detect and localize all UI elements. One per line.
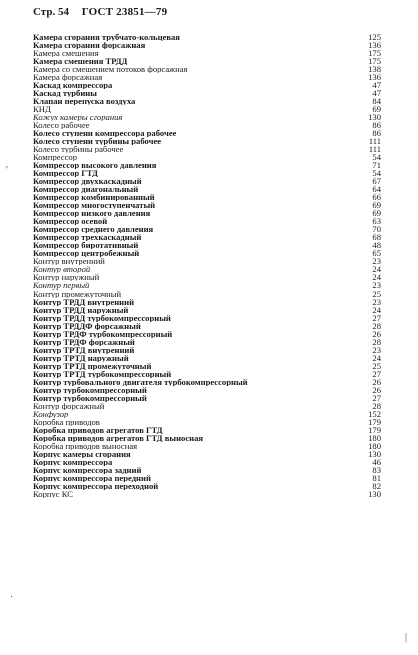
index-entry — [33, 314, 381, 322]
index-entry — [33, 201, 381, 209]
index-entry — [33, 322, 381, 330]
entry-page-number: 125 — [368, 32, 381, 42]
entry-page-number: 48 — [372, 240, 381, 251]
entry-term: Контур ТРТД турбокомпрессорный — [33, 369, 172, 378]
entry-term: Компрессор — [33, 153, 78, 162]
index-entry — [33, 402, 381, 410]
index-entry — [33, 241, 381, 249]
index-entry — [33, 482, 381, 490]
index-entry — [33, 418, 381, 426]
index-entry — [33, 145, 381, 153]
index-entry — [33, 386, 381, 394]
entry-page-number: 69 — [372, 104, 381, 115]
index-entry — [33, 458, 381, 466]
index-entry — [33, 434, 381, 442]
entry-term: Корпус компрессора — [33, 457, 113, 466]
entry-page-number: 26 — [372, 328, 381, 339]
entry-page-number: 23 — [372, 344, 381, 355]
entry-page-number: 71 — [372, 160, 381, 171]
page-header — [33, 6, 167, 18]
entry-page-number: 84 — [372, 96, 381, 107]
entry-term: Коробка приводов агрегатов ГТД выносная — [33, 433, 204, 442]
entry-page-number: 64 — [372, 184, 381, 195]
entry-term: Корпус компрессора задний — [33, 465, 142, 474]
entry-page-number: 83 — [372, 464, 381, 475]
index-entry — [33, 273, 381, 281]
index-entry — [33, 466, 381, 474]
entry-page-number: 23 — [372, 296, 381, 307]
entry-page-number: 152 — [368, 408, 381, 419]
entry-term: Контур первый — [33, 281, 90, 290]
index-entry — [33, 354, 381, 362]
index-entry — [33, 105, 381, 113]
entry-term: Контур ТРДДФ форсажный — [33, 321, 141, 330]
entry-page-number: 136 — [368, 72, 381, 83]
entry-term: Компрессор центробежный — [33, 249, 140, 258]
entry-page-number: 130 — [368, 488, 381, 499]
index-entry — [33, 378, 381, 386]
entry-page-number: 179 — [368, 424, 381, 435]
entry-page-number: 175 — [368, 56, 381, 67]
index-entry — [33, 225, 381, 233]
index-entry — [33, 161, 381, 169]
index-entry — [33, 298, 381, 306]
entry-page-number: 175 — [368, 48, 381, 59]
index-entry — [33, 65, 381, 73]
entry-term: Контур ТРДФ турбокомпрессорный — [33, 329, 173, 338]
entry-term: Компрессор трехкаскадный — [33, 233, 142, 242]
gost-designation: ГОСТ 23851—79 — [81, 6, 168, 18]
entry-term: Камера со смешением потоков форсажная — [33, 65, 188, 74]
entry-term: Корпус камеры сгорания — [33, 449, 131, 458]
entry-term: Контур внутренний — [33, 257, 105, 266]
entry-page-number: 24 — [372, 352, 381, 363]
index-entry — [33, 370, 381, 378]
index-entry — [33, 41, 381, 49]
entry-term: Колесо ступени компрессора рабочее — [33, 129, 177, 138]
index-entry — [33, 490, 381, 498]
index-entry — [33, 330, 381, 338]
entry-term: Компрессор высокого давления — [33, 161, 157, 170]
entry-term: Корпус КС — [33, 489, 74, 498]
entry-page-number: 86 — [372, 128, 381, 139]
entry-term: Контур промежуточный — [33, 289, 122, 298]
entry-page-number: 26 — [372, 376, 381, 387]
entry-term: Компрессор многоступенчатый — [33, 201, 156, 210]
index-entry — [33, 209, 381, 217]
entry-term: Колесо рабочее — [33, 121, 90, 130]
index-entry — [33, 410, 381, 418]
entry-page-number: 82 — [372, 480, 381, 491]
index-entry — [33, 249, 381, 257]
entry-page-number: 111 — [368, 144, 381, 155]
entry-term: Корпус компрессора передний — [33, 473, 151, 482]
entry-term: КНД — [33, 105, 51, 114]
entry-term: Контур ТРТД промежуточный — [33, 361, 152, 370]
index-entry — [33, 57, 381, 65]
entry-page-number: 27 — [372, 312, 381, 323]
entry-term: Коробка приводов агрегатов ГТД — [33, 425, 163, 434]
index-entry — [33, 426, 381, 434]
entry-page-number: 23 — [372, 280, 381, 291]
entry-term: Компрессор биротативный — [33, 241, 139, 250]
entry-term: Компрессор низкого давления — [33, 209, 151, 218]
entry-page-number: 54 — [372, 152, 381, 163]
index-entry — [33, 394, 381, 402]
index-entry — [33, 169, 381, 177]
entry-term: Компрессор ГТД — [33, 169, 98, 178]
entry-page-number: 65 — [372, 248, 381, 259]
entry-term: Колесо ступени турбины рабочее — [33, 137, 162, 146]
index-entry — [33, 233, 381, 241]
entry-term: Контур форсажный — [33, 401, 105, 410]
index-entry — [33, 137, 381, 145]
entry-term: Контур турбокомпрессорный — [33, 393, 147, 402]
entry-term: Камера форсажная — [33, 73, 103, 82]
index-entry — [33, 49, 381, 57]
entry-term: Контур турбокомпрессорный — [33, 385, 147, 394]
entry-term: Каскад компрессора — [33, 81, 113, 90]
entry-page-number: 66 — [372, 192, 381, 203]
entry-term: Клапан перепуска воздуха — [33, 97, 136, 106]
scan-mark: · — [10, 592, 14, 603]
index-entry — [33, 177, 381, 185]
page-number: Стр. 54 — [33, 6, 69, 18]
entry-term: Контур ТРТД внутренний — [33, 345, 135, 354]
entry-page-number: 46 — [372, 456, 381, 467]
entry-term: Каскад турбины — [33, 89, 97, 98]
entry-page-number: 70 — [372, 224, 381, 235]
entry-page-number: 26 — [372, 384, 381, 395]
entry-page-number: 25 — [372, 360, 381, 371]
index-entry — [33, 217, 381, 225]
entry-page-number: 68 — [372, 232, 381, 243]
entry-page-number: 24 — [372, 264, 381, 275]
entry-page-number: 28 — [372, 400, 381, 411]
entry-page-number: 24 — [372, 272, 381, 283]
index-entry — [33, 362, 381, 370]
entry-page-number: 28 — [372, 320, 381, 331]
index-entry — [33, 113, 381, 121]
index-entry — [33, 442, 381, 450]
index-entry — [33, 129, 381, 137]
index-entry — [33, 257, 381, 265]
index-entry — [33, 193, 381, 201]
entry-term: Контур второй — [33, 265, 91, 274]
entry-term: Компрессор комбинированный — [33, 193, 155, 202]
entry-page-number: 23 — [372, 256, 381, 267]
entry-page-number: 130 — [368, 448, 381, 459]
entry-page-number: 179 — [368, 416, 381, 427]
entry-page-number: 180 — [368, 440, 381, 451]
entry-page-number: 130 — [368, 112, 381, 123]
entry-page-number: 111 — [368, 136, 381, 147]
entry-term: Компрессор осевой — [33, 217, 108, 226]
entry-term: Камера сгорания форсажная — [33, 41, 146, 50]
entry-term: Камера смешения ТРДД — [33, 57, 128, 66]
entry-page-number: 136 — [368, 40, 381, 51]
index-entry — [33, 265, 381, 273]
entry-term: Камера смешения — [33, 49, 99, 58]
entry-page-number: 63 — [372, 216, 381, 227]
index-entry — [33, 153, 381, 161]
entry-page-number: 54 — [372, 168, 381, 179]
entry-page-number: 86 — [372, 120, 381, 131]
entry-page-number: 25 — [372, 288, 381, 299]
entry-term: Контур турбовального двигателя турбокомпрессорный — [33, 377, 248, 386]
entry-page-number: 27 — [372, 392, 381, 403]
entry-page-number: 24 — [372, 304, 381, 315]
index-entry — [33, 450, 381, 458]
entry-term: Контур ТРДД внутренний — [33, 297, 135, 306]
entry-page-number: 69 — [372, 200, 381, 211]
entry-term: Компрессор двухкаскадный — [33, 177, 142, 186]
entry-page-number: 47 — [372, 80, 381, 91]
entry-term: Коробка приводов — [33, 417, 100, 426]
entry-term: Компрессор диагональный — [33, 185, 139, 194]
entry-page-number: 180 — [368, 432, 381, 443]
index-entry — [33, 81, 381, 89]
entry-page-number: 69 — [372, 208, 381, 219]
entry-page-number: 28 — [372, 336, 381, 347]
index-entry — [33, 73, 381, 81]
entry-page-number: 67 — [372, 176, 381, 187]
entry-term: Контур ТРДД наружный — [33, 305, 129, 314]
entry-term: Коробка приводов выносная — [33, 441, 138, 450]
index-entry — [33, 346, 381, 354]
entry-term: Контур ТРДД турбокомпрессорный — [33, 313, 171, 322]
entry-term: Колесо турбины рабочее — [33, 145, 124, 154]
index-entry — [33, 290, 381, 298]
entry-page-number: 81 — [372, 472, 381, 483]
entry-page-number: 138 — [368, 64, 381, 75]
entry-term: Компрессор среднего давления — [33, 225, 154, 234]
entry-term: Конфузор — [33, 409, 69, 418]
index-entry — [33, 306, 381, 314]
entry-page-number: 27 — [372, 368, 381, 379]
entry-term: Корпус компрессора переходной — [33, 481, 159, 490]
scan-mark: ' — [6, 165, 8, 176]
index-entry — [33, 185, 381, 193]
entry-page-number: 47 — [372, 88, 381, 99]
index-list — [33, 33, 381, 498]
index-entry — [33, 97, 381, 105]
entry-term: Контур наружный — [33, 273, 100, 282]
index-entry — [33, 33, 381, 41]
entry-term: Контур ТРДФ форсажный — [33, 337, 135, 346]
index-entry — [33, 121, 381, 129]
scan-mark: | — [405, 632, 408, 643]
index-entry — [33, 474, 381, 482]
entry-term: Контур ТРТД наружный — [33, 353, 129, 362]
index-entry — [33, 89, 381, 97]
entry-term: Камера сгорания трубчато-кольцевая — [33, 33, 180, 42]
index-entry — [33, 281, 381, 289]
index-entry — [33, 338, 381, 346]
entry-term: Кожух камеры сгорания — [33, 113, 123, 122]
